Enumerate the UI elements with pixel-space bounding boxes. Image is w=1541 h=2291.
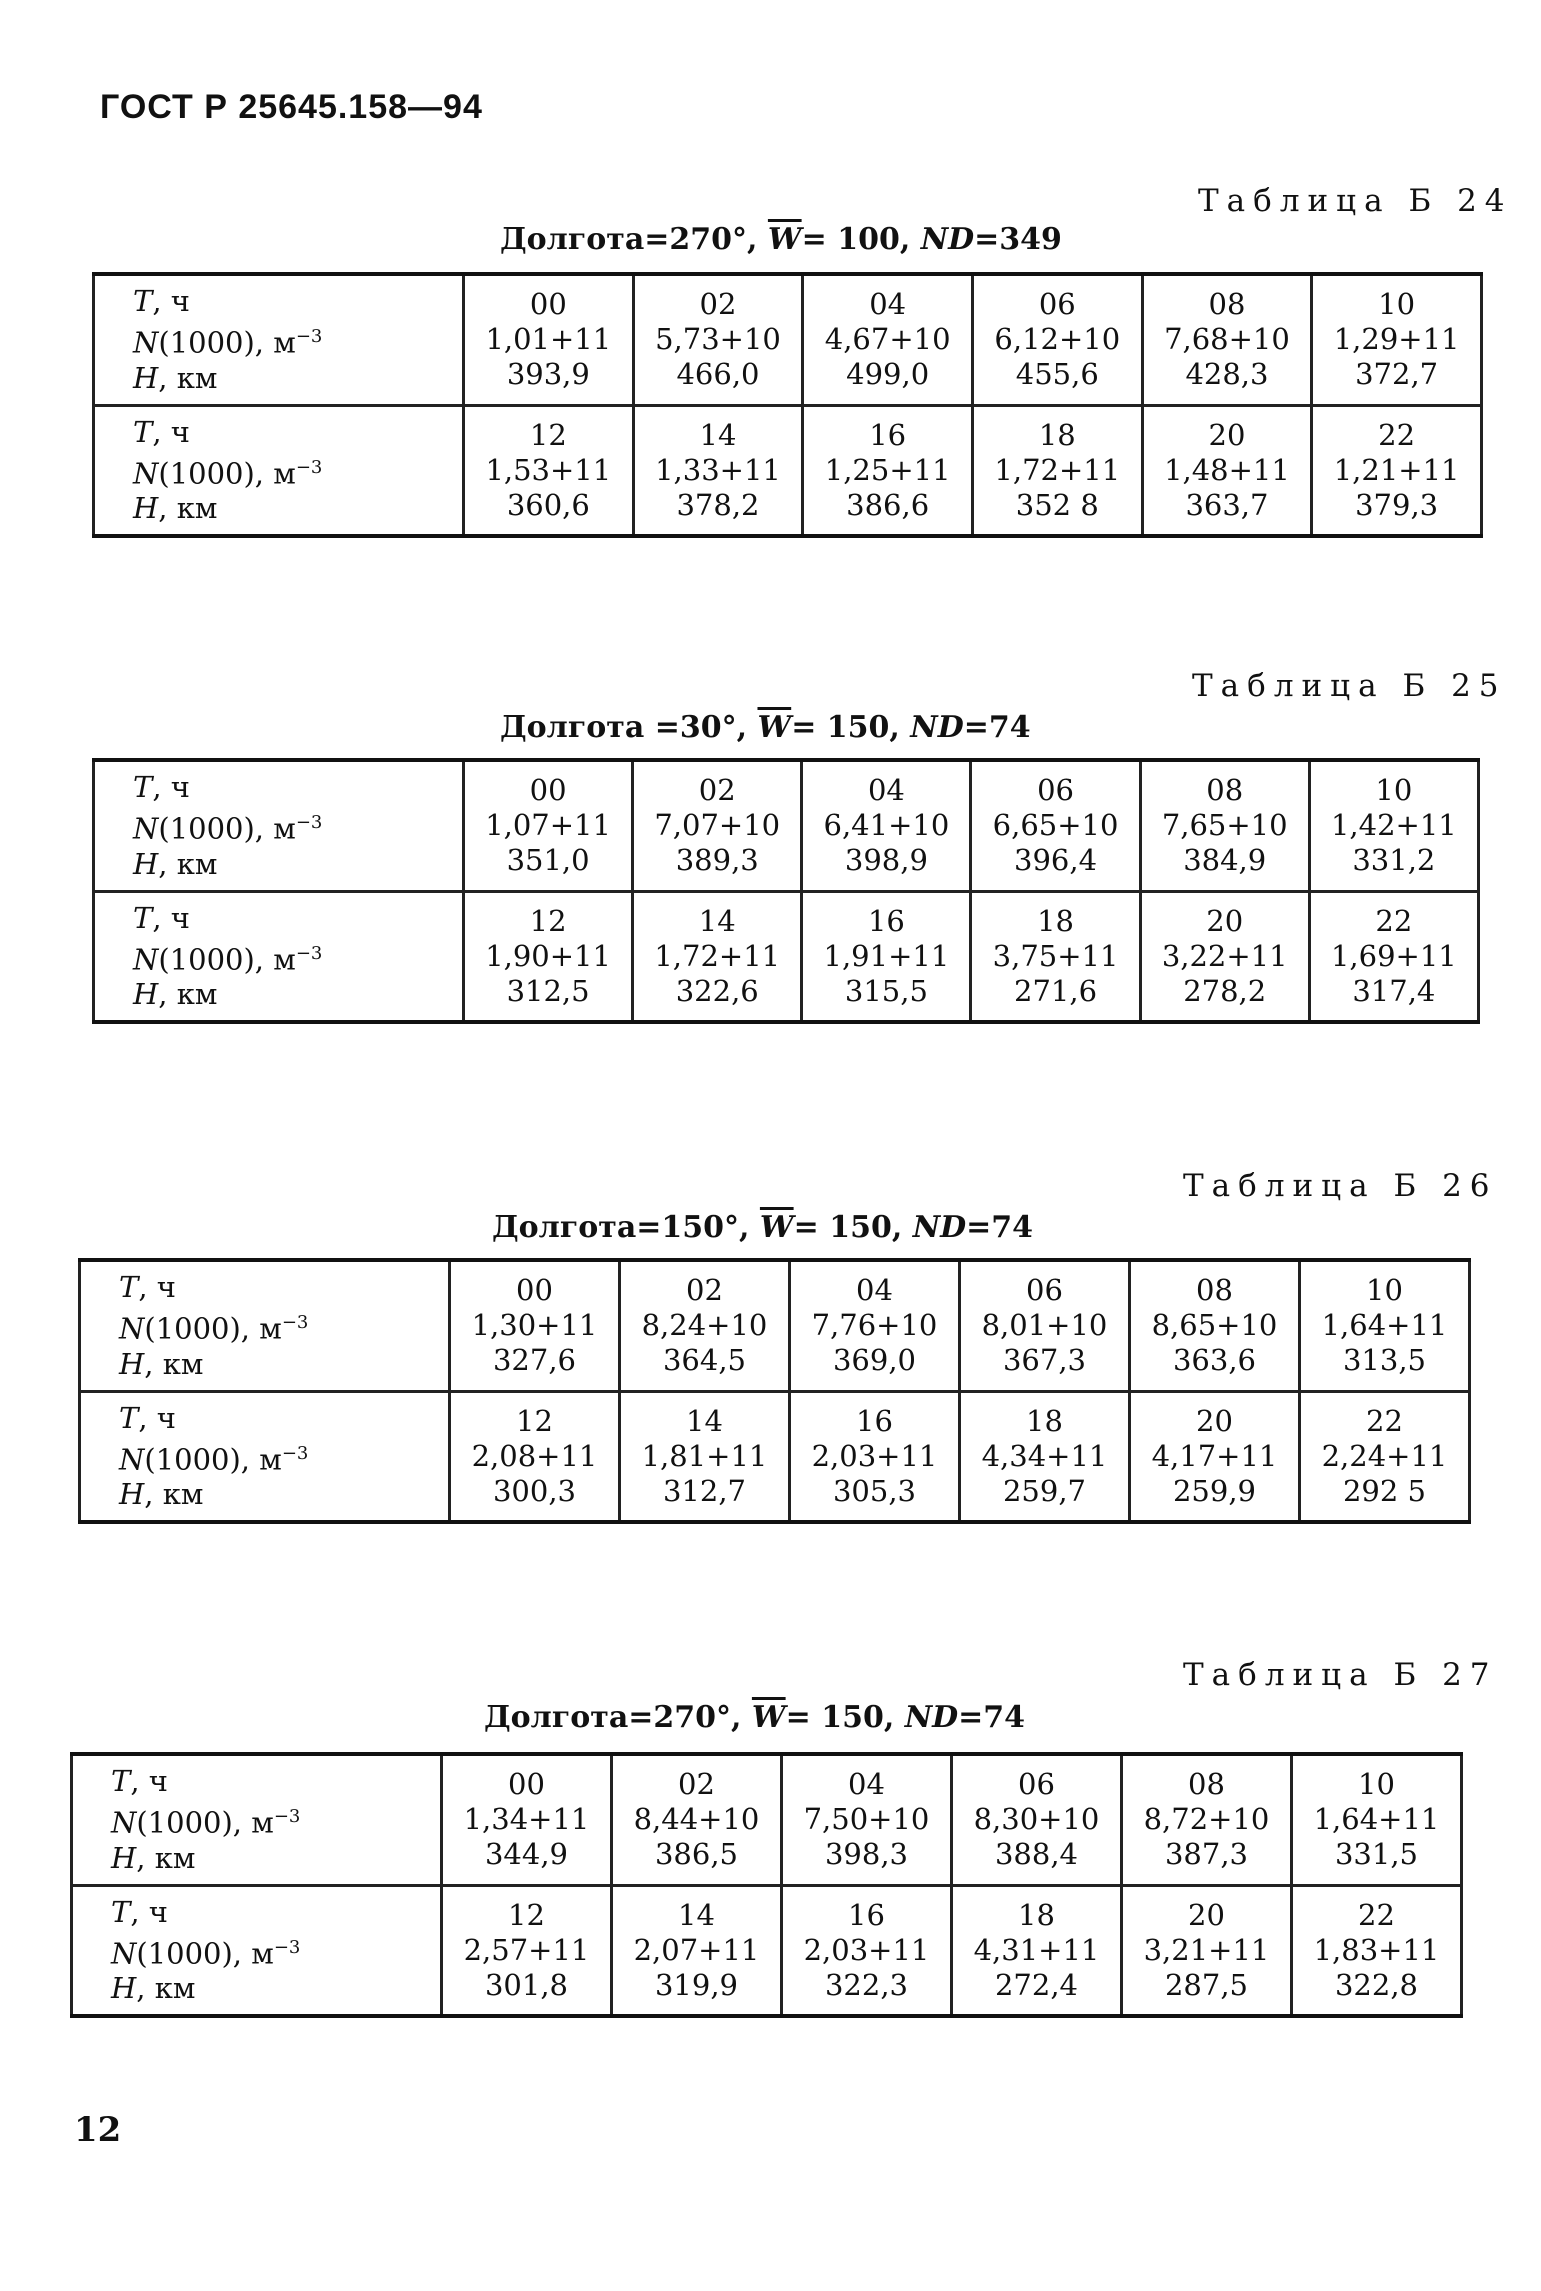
cell-density: 1,21+11 (1333, 452, 1460, 487)
cell-height: 259,9 (1172, 1473, 1257, 1508)
cell-height: 466,0 (676, 357, 760, 392)
table-row (80, 1391, 1470, 1522)
cell-density: 1,29+11 (1333, 322, 1460, 357)
cell-height: 378,2 (676, 487, 760, 522)
cell-height: 379,3 (1355, 487, 1439, 522)
label-h-var: H (133, 846, 159, 881)
caption-w-symbol: $\overline{W}$ (759, 1210, 794, 1245)
cell-density: 7,50+10 (803, 1802, 930, 1837)
cell-time: 00 (529, 287, 567, 322)
cell-density: 2,57+11 (463, 1932, 590, 1967)
label-h-unit: , км (158, 491, 218, 526)
label-h-var: H (119, 1346, 145, 1381)
caption-nd-value: =349 (974, 222, 1062, 257)
table-cell (790, 1391, 960, 1522)
table-cell (620, 1260, 790, 1391)
data-table (92, 272, 1483, 538)
caption-prefix: Долгота=270°, (484, 1700, 752, 1735)
cell-density: 1,33+11 (655, 452, 781, 487)
table-row (72, 1754, 1462, 1885)
cell-density: 5,73+10 (655, 322, 781, 357)
label-n-var: N (133, 325, 159, 360)
cell-height: 312,5 (506, 973, 590, 1008)
table-cell (620, 1391, 790, 1522)
label-n-var: N (133, 811, 159, 846)
cell-time: 06 (1018, 1767, 1055, 1802)
cell-density: 6,12+10 (994, 322, 1121, 357)
caption-prefix: Долгота=150°, (492, 1210, 760, 1245)
caption-w-value: = 150, (791, 710, 911, 745)
table-cell (464, 760, 633, 891)
label-n-unit: (1000), м (144, 1311, 282, 1346)
cell-height: 312,7 (662, 1473, 747, 1508)
row-labels (94, 891, 464, 1022)
cell-time: 22 (1366, 1403, 1403, 1438)
cell-time: 04 (869, 287, 907, 322)
table-cell (464, 274, 634, 405)
table-caption (492, 1210, 1033, 1245)
cell-height: 372,7 (1355, 357, 1439, 392)
cell-density: 7,76+10 (811, 1308, 938, 1343)
caption-w-symbol: $\overline{W}$ (751, 1700, 786, 1735)
cell-time: 02 (699, 287, 737, 322)
data-table (70, 1752, 1463, 2018)
table-cell (612, 1885, 782, 2016)
cell-time: 02 (678, 1767, 715, 1802)
caption-w-value: = 150, (793, 1210, 913, 1245)
label-n-unit: (1000), м (144, 1442, 282, 1477)
cell-height: 499,0 (846, 357, 930, 392)
table-cell (952, 1754, 1122, 1885)
cell-height: 344,9 (484, 1837, 569, 1872)
label-n-exp: −3 (281, 1442, 309, 1464)
table-caption (500, 710, 1031, 745)
table-row (72, 1885, 1462, 2016)
cell-height: 360,6 (506, 487, 590, 522)
label-n-exp: −3 (295, 456, 323, 478)
label-h-unit: , км (144, 1477, 204, 1512)
cell-height: 393,9 (506, 357, 590, 392)
label-h-var: H (111, 1971, 137, 2006)
cell-height: 278,2 (1183, 973, 1267, 1008)
table-cell (1140, 760, 1309, 891)
label-h-var: H (119, 1477, 145, 1512)
cell-height: 398,9 (844, 843, 928, 878)
cell-height: 313,5 (1342, 1343, 1427, 1378)
cell-height: 367,3 (1002, 1343, 1087, 1378)
cell-time: 18 (1037, 903, 1074, 938)
cell-time: 18 (1018, 1897, 1055, 1932)
table-caption (484, 1700, 1025, 1735)
cell-time: 12 (508, 1897, 545, 1932)
table-cell (1292, 1885, 1462, 2016)
row-labels (80, 1391, 450, 1522)
cell-density: 6,41+10 (823, 808, 950, 843)
cell-density: 7,07+10 (654, 808, 781, 843)
table-cell (1122, 1754, 1292, 1885)
cell-density: 6,65+10 (992, 808, 1119, 843)
table-row (80, 1260, 1470, 1391)
caption-nd-symbol: ND (910, 710, 964, 745)
caption-w-symbol: $\overline{W}$ (767, 222, 802, 257)
label-h-var: H (133, 977, 159, 1012)
row-labels (94, 760, 464, 891)
cell-height: 369,0 (832, 1343, 917, 1378)
table-cell (464, 891, 633, 1022)
cell-time: 10 (1358, 1767, 1395, 1802)
table-cell (442, 1754, 612, 1885)
table-cell (971, 760, 1140, 891)
caption-nd-symbol: ND (912, 1210, 967, 1245)
cell-density: 8,24+10 (641, 1308, 768, 1343)
label-h-var: H (133, 491, 159, 526)
cell-height: 389,3 (675, 843, 759, 878)
cell-density: 3,75+11 (992, 938, 1119, 973)
label-t-var: T (119, 1400, 139, 1435)
cell-time: 02 (686, 1273, 723, 1308)
caption-nd-value: =74 (958, 1700, 1026, 1735)
label-n-exp: −3 (295, 326, 323, 347)
cell-time: 22 (1375, 903, 1413, 938)
cell-density: 4,34+11 (981, 1438, 1108, 1473)
label-h-unit: , км (158, 360, 218, 395)
cell-density: 1,34+11 (463, 1802, 590, 1837)
cell-time: 20 (1206, 903, 1244, 938)
cell-height: 315,5 (844, 973, 928, 1008)
data-table (78, 1258, 1471, 1524)
label-n-var: N (119, 1311, 145, 1346)
cell-density: 1,83+11 (1313, 1932, 1440, 1967)
label-t-var: T (111, 1894, 131, 1929)
table-cell (1140, 891, 1309, 1022)
cell-density: 2,03+11 (803, 1932, 930, 1967)
label-n-unit: (1000), м (158, 942, 296, 977)
cell-time: 14 (699, 417, 737, 452)
cell-height: 428,3 (1185, 357, 1269, 392)
cell-time: 12 (529, 903, 567, 938)
table-cell (803, 405, 973, 536)
table-cell (450, 1260, 620, 1391)
cell-time: 20 (1188, 1897, 1225, 1932)
row-labels (72, 1754, 442, 1885)
cell-height: 271,6 (1014, 973, 1098, 1008)
label-t-var: T (119, 1270, 139, 1304)
table-cell (790, 1260, 960, 1391)
label-h-unit: , км (158, 846, 218, 881)
label-n-unit: (1000), м (158, 325, 296, 360)
label-t-var: T (133, 900, 153, 935)
cell-density: 1,81+11 (641, 1438, 768, 1473)
cell-height: 363,7 (1185, 487, 1269, 522)
table-cell (1142, 274, 1312, 405)
label-h-var: H (133, 360, 159, 395)
label-n-exp: −3 (273, 1806, 301, 1827)
cell-height: 386,5 (654, 1837, 739, 1872)
cell-time: 22 (1358, 1897, 1395, 1932)
label-h-unit: , км (144, 1346, 204, 1381)
cell-height: 292 5 (1342, 1473, 1427, 1508)
cell-time: 08 (1196, 1273, 1233, 1308)
cell-density: 2,24+11 (1321, 1438, 1448, 1473)
cell-height: 322,6 (675, 973, 759, 1008)
table-cell (633, 891, 802, 1022)
table-label: Таблица Б 24 (1198, 183, 1513, 219)
table-cell (464, 405, 634, 536)
cell-height: 352 8 (1015, 487, 1099, 522)
caption-w-symbol: $\overline{W}$ (757, 710, 792, 745)
label-n-var: N (111, 1936, 137, 1971)
caption-nd-symbol: ND (920, 222, 975, 257)
table-cell (952, 1885, 1122, 2016)
caption-w-value: = 150, (785, 1700, 905, 1735)
label-t-unit: , ч (130, 1764, 168, 1798)
cell-time: 16 (848, 1897, 885, 1932)
table-cell (1312, 405, 1482, 536)
label-n-var: N (133, 942, 159, 977)
cell-time: 08 (1188, 1767, 1225, 1802)
cell-time: 18 (1038, 417, 1076, 452)
table-cell (782, 1885, 952, 2016)
cell-density: 3,22+11 (1161, 938, 1288, 973)
page-number: 12 (74, 2110, 122, 2150)
cell-time: 16 (869, 417, 907, 452)
table-cell (612, 1754, 782, 1885)
cell-density: 2,03+11 (811, 1438, 938, 1473)
cell-height: 364,5 (662, 1343, 747, 1378)
row-labels (94, 274, 464, 405)
label-t-unit: , ч (152, 770, 190, 804)
cell-time: 10 (1378, 287, 1416, 322)
cell-height: 301,8 (484, 1967, 569, 2002)
cell-density: 1,69+11 (1330, 938, 1457, 973)
table-label: Таблица Б 25 (1192, 668, 1507, 704)
table-cell (972, 274, 1142, 405)
cell-density: 4,67+10 (824, 322, 951, 357)
label-n-var: N (133, 456, 159, 491)
cell-density: 8,44+10 (633, 1802, 760, 1837)
cell-height: 259,7 (1002, 1473, 1087, 1508)
cell-density: 8,65+10 (1151, 1308, 1278, 1343)
cell-time: 10 (1366, 1273, 1403, 1308)
cell-density: 1,72+11 (994, 452, 1121, 487)
cell-time: 16 (856, 1403, 893, 1438)
table-cell (782, 1754, 952, 1885)
label-t-unit: , ч (138, 1270, 176, 1304)
label-h-unit: , км (158, 977, 218, 1012)
cell-time: 06 (1026, 1273, 1063, 1308)
cell-time: 14 (698, 903, 736, 938)
cell-density: 1,53+11 (485, 452, 612, 487)
table-cell (1309, 891, 1478, 1022)
cell-height: 387,3 (1164, 1837, 1249, 1872)
table-cell (972, 405, 1142, 536)
caption-prefix: Долгота=270°, (500, 222, 768, 257)
table-row (94, 274, 1482, 405)
table-cell (633, 760, 802, 891)
cell-height: 384,9 (1183, 843, 1267, 878)
label-n-unit: (1000), м (136, 1936, 274, 1971)
cell-time: 12 (529, 417, 567, 452)
cell-density: 8,01+10 (981, 1308, 1108, 1343)
label-t-unit: , ч (138, 1400, 176, 1435)
cell-density: 7,65+10 (1161, 808, 1288, 843)
cell-density: 1,91+11 (823, 938, 950, 973)
cell-height: 386,6 (846, 487, 930, 522)
cell-time: 00 (508, 1767, 545, 1802)
cell-height: 331,5 (1334, 1837, 1419, 1872)
table-cell (1142, 405, 1312, 536)
table-caption (500, 222, 1062, 257)
caption-nd-value: =74 (966, 1210, 1034, 1245)
cell-height: 287,5 (1164, 1967, 1249, 2002)
label-n-var: N (111, 1805, 137, 1840)
label-n-unit: (1000), м (158, 811, 296, 846)
cell-time: 22 (1378, 417, 1416, 452)
label-n-unit: (1000), м (158, 456, 296, 491)
cell-time: 00 (516, 1273, 553, 1308)
label-h-unit: , км (136, 1840, 196, 1875)
cell-density: 1,48+11 (1164, 452, 1290, 487)
cell-height: 300,3 (492, 1473, 577, 1508)
table-row (94, 760, 1479, 891)
cell-height: 455,6 (1015, 357, 1099, 392)
cell-density: 4,31+11 (973, 1932, 1100, 1967)
cell-density: 2,07+11 (633, 1932, 760, 1967)
cell-time: 14 (686, 1403, 723, 1438)
cell-density: 1,64+11 (1321, 1308, 1448, 1343)
row-labels (72, 1885, 442, 2016)
cell-height: 363,6 (1172, 1343, 1257, 1378)
table-cell (1312, 274, 1482, 405)
cell-density: 1,72+11 (654, 938, 781, 973)
cell-height: 319,9 (654, 1967, 739, 2002)
cell-time: 20 (1196, 1403, 1233, 1438)
cell-density: 7,68+10 (1164, 322, 1290, 357)
cell-height: 322,3 (824, 1967, 909, 2002)
table-cell (1309, 760, 1478, 891)
label-h-unit: , км (136, 1971, 196, 2006)
label-n-unit: (1000), м (136, 1805, 274, 1840)
row-labels (94, 405, 464, 536)
table-cell (971, 891, 1140, 1022)
cell-height: 351,0 (506, 843, 590, 878)
caption-prefix: Долгота =30°, (500, 710, 758, 745)
cell-height: 305,3 (832, 1473, 917, 1508)
table-cell (802, 891, 971, 1022)
label-t-var: T (133, 284, 153, 318)
label-t-unit: , ч (130, 1894, 168, 1929)
table-cell (1300, 1391, 1470, 1522)
table-cell (1130, 1260, 1300, 1391)
caption-nd-value: =74 (963, 710, 1031, 745)
cell-time: 08 (1208, 287, 1246, 322)
cell-height: 317,4 (1352, 973, 1436, 1008)
table-cell (960, 1260, 1130, 1391)
label-t-unit: , ч (152, 900, 190, 935)
table-label: Таблица Б 26 (1183, 1168, 1498, 1204)
cell-density: 1,64+11 (1313, 1802, 1440, 1837)
label-n-exp: −3 (295, 812, 323, 833)
cell-density: 1,42+11 (1330, 808, 1457, 843)
document-header: ГОСТ Р 25645.158—94 (100, 88, 483, 126)
cell-time: 04 (848, 1767, 885, 1802)
cell-density: 2,08+11 (471, 1438, 598, 1473)
caption-w-value: = 100, (801, 222, 921, 257)
table-row (94, 405, 1482, 536)
cell-density: 1,01+11 (485, 322, 612, 357)
cell-time: 14 (678, 1897, 715, 1932)
cell-height: 396,4 (1014, 843, 1098, 878)
row-labels (80, 1260, 450, 1391)
label-n-exp: −3 (281, 1312, 309, 1333)
table-cell (1292, 1754, 1462, 1885)
cell-time: 06 (1037, 773, 1074, 808)
cell-height: 327,6 (492, 1343, 577, 1378)
cell-time: 08 (1206, 773, 1244, 808)
cell-time: 02 (698, 773, 736, 808)
cell-height: 322,8 (1334, 1967, 1419, 2002)
cell-density: 1,07+11 (485, 808, 611, 843)
cell-time: 06 (1038, 287, 1076, 322)
table-cell (633, 274, 803, 405)
table-cell (1122, 1885, 1292, 2016)
table-cell (802, 760, 971, 891)
table-row (94, 891, 1479, 1022)
label-t-unit: , ч (152, 414, 190, 449)
table-cell (450, 1391, 620, 1522)
cell-density: 1,90+11 (485, 938, 611, 973)
cell-time: 20 (1208, 417, 1246, 452)
table-cell (442, 1885, 612, 2016)
table-cell (1130, 1391, 1300, 1522)
label-t-var: T (133, 770, 153, 804)
cell-density: 8,72+10 (1143, 1802, 1270, 1837)
cell-density: 1,30+11 (471, 1308, 598, 1343)
cell-density: 8,30+10 (973, 1802, 1100, 1837)
cell-time: 16 (867, 903, 905, 938)
cell-height: 331,2 (1352, 843, 1436, 878)
cell-time: 00 (529, 773, 567, 808)
label-t-var: T (111, 1764, 131, 1798)
label-h-var: H (111, 1840, 137, 1875)
label-n-exp: −3 (295, 942, 323, 964)
table-label: Таблица Б 27 (1183, 1657, 1498, 1693)
cell-density: 1,25+11 (824, 452, 951, 487)
cell-time: 10 (1375, 773, 1413, 808)
caption-nd-symbol: ND (904, 1700, 959, 1735)
cell-height: 388,4 (994, 1837, 1079, 1872)
cell-time: 04 (867, 773, 905, 808)
label-t-unit: , ч (152, 284, 190, 318)
table-cell (960, 1391, 1130, 1522)
cell-height: 272,4 (994, 1967, 1079, 2002)
label-n-exp: −3 (273, 1936, 301, 1958)
label-t-var: T (133, 414, 153, 449)
cell-density: 4,17+11 (1151, 1438, 1278, 1473)
cell-time: 12 (516, 1403, 553, 1438)
table-cell (633, 405, 803, 536)
data-table (92, 758, 1480, 1024)
table-cell (1300, 1260, 1470, 1391)
cell-time: 18 (1026, 1403, 1063, 1438)
cell-height: 398,3 (824, 1837, 909, 1872)
label-n-var: N (119, 1442, 145, 1477)
cell-time: 04 (856, 1273, 893, 1308)
table-cell (803, 274, 973, 405)
cell-density: 3,21+11 (1143, 1932, 1270, 1967)
